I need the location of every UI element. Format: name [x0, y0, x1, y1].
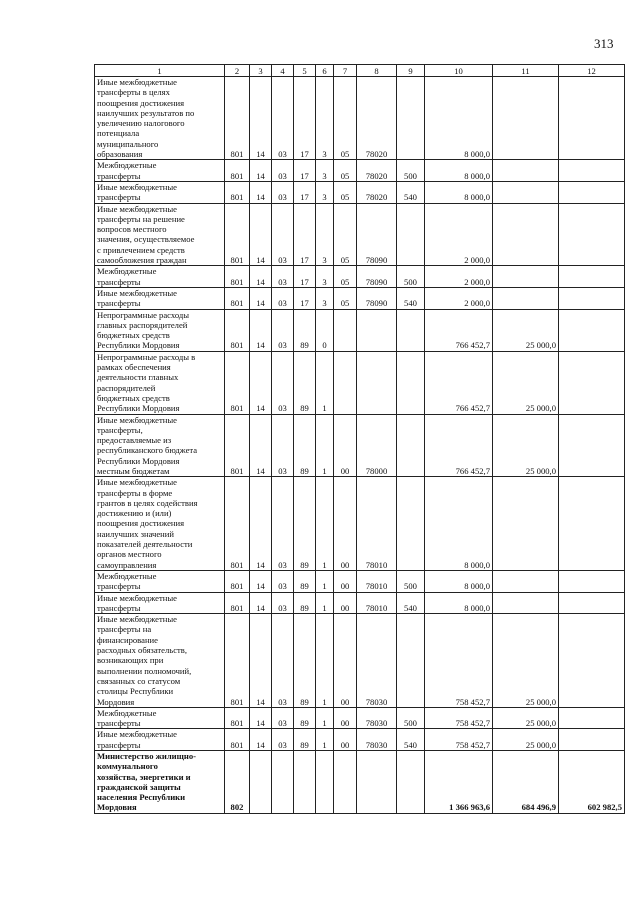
subprogram-cell: 1 [316, 707, 334, 729]
name-cell: Межбюджетные трансферты [95, 266, 225, 288]
amount-col11-cell [493, 203, 559, 266]
amount-col12-cell [559, 707, 625, 729]
direction-cell: 78030 [357, 614, 397, 708]
section-cell: 14 [250, 592, 272, 614]
subsection-cell: 03 [272, 287, 294, 309]
direction-cell: 78020 [357, 77, 397, 160]
section-cell: 14 [250, 266, 272, 288]
amount-col11-cell [493, 477, 559, 571]
subprogram-cell: 0 [316, 309, 334, 351]
program-cell: 17 [294, 160, 316, 182]
event-cell: 05 [334, 77, 357, 160]
expense-type-cell [397, 414, 425, 477]
expense-type-cell: 500 [397, 160, 425, 182]
subprogram-cell: 1 [316, 570, 334, 592]
amount-col12-cell [559, 203, 625, 266]
name-cell: Непрограммные расходы в рамках обеспечения деятельности главных распорядителей бюджетных средств Республики Мордовия [95, 351, 225, 414]
section-cell: 14 [250, 203, 272, 266]
amount-col11-cell [493, 77, 559, 160]
direction-cell: 78090 [357, 203, 397, 266]
amount-col11-cell [493, 570, 559, 592]
amount-col12-cell [559, 729, 625, 751]
amount-col12-cell [559, 570, 625, 592]
header-cell: 10 [425, 65, 493, 77]
header-row [95, 65, 625, 77]
ministry-code-cell: 801 [225, 707, 250, 729]
direction-cell: 78000 [357, 414, 397, 477]
name-cell: Иные межбюджетные трансферты, предоставляемые из республиканского бюджета Республики Мордовия местным бюджетам [95, 414, 225, 477]
amount-col12-cell [559, 266, 625, 288]
amount-col11-cell [493, 160, 559, 182]
table-row [95, 729, 625, 751]
table-row [95, 160, 625, 182]
expense-type-cell [397, 751, 425, 814]
subprogram-cell: 1 [316, 351, 334, 414]
name-cell: Межбюджетные трансферты [95, 570, 225, 592]
name-cell: Иные межбюджетные трансферты [95, 287, 225, 309]
amount-col10-cell: 8 000,0 [425, 570, 493, 592]
amount-col11-cell [493, 287, 559, 309]
ministry-code-cell: 801 [225, 729, 250, 751]
ministry-code-cell: 801 [225, 614, 250, 708]
name-cell: Иные межбюджетные трансферты на решение вопросов местного значения, осуществляемое с привлечением средств самообложения граждан [95, 203, 225, 266]
ministry-code-cell: 801 [225, 266, 250, 288]
amount-col10-cell: 758 452,7 [425, 614, 493, 708]
header-cell: 8 [357, 65, 397, 77]
amount-col10-cell: 766 452,7 [425, 309, 493, 351]
table-row [95, 351, 625, 414]
subprogram-cell: 3 [316, 181, 334, 203]
table-row [95, 592, 625, 614]
subsection-cell: 03 [272, 614, 294, 708]
event-cell: 00 [334, 729, 357, 751]
table-row [95, 414, 625, 477]
program-cell: 89 [294, 592, 316, 614]
direction-cell: 78010 [357, 592, 397, 614]
section-cell: 14 [250, 309, 272, 351]
event-cell: 05 [334, 287, 357, 309]
header-cell: 7 [334, 65, 357, 77]
amount-col12-cell [559, 287, 625, 309]
subsection-cell: 03 [272, 160, 294, 182]
table-row [95, 707, 625, 729]
header-cell: 5 [294, 65, 316, 77]
amount-col12-cell [559, 77, 625, 160]
subsection-cell: 03 [272, 570, 294, 592]
direction-cell [357, 751, 397, 814]
direction-cell: 78020 [357, 160, 397, 182]
header-cell: 4 [272, 65, 294, 77]
subsection-cell: 03 [272, 414, 294, 477]
amount-col12-cell [559, 614, 625, 708]
subsection-cell: 03 [272, 309, 294, 351]
event-cell: 00 [334, 570, 357, 592]
table-row [95, 266, 625, 288]
program-cell: 89 [294, 414, 316, 477]
ministry-code-cell: 802 [225, 751, 250, 814]
expense-type-cell [397, 477, 425, 571]
program-cell: 89 [294, 570, 316, 592]
ministry-code-cell: 801 [225, 181, 250, 203]
table-row [95, 477, 625, 571]
program-cell: 17 [294, 203, 316, 266]
expense-type-cell: 500 [397, 707, 425, 729]
amount-col12-cell [559, 309, 625, 351]
amount-col11-cell: 25 000,0 [493, 707, 559, 729]
amount-col11-cell [493, 592, 559, 614]
subsection-cell [272, 751, 294, 814]
amount-col12-cell [559, 351, 625, 414]
direction-cell: 78090 [357, 266, 397, 288]
subprogram-cell: 1 [316, 414, 334, 477]
name-cell: Межбюджетные трансферты [95, 707, 225, 729]
amount-col11-cell: 25 000,0 [493, 309, 559, 351]
event-cell: 00 [334, 707, 357, 729]
subprogram-cell: 1 [316, 477, 334, 571]
amount-col10-cell: 758 452,7 [425, 729, 493, 751]
program-cell: 17 [294, 77, 316, 160]
section-cell: 14 [250, 707, 272, 729]
subsection-cell: 03 [272, 477, 294, 571]
subsection-cell: 03 [272, 266, 294, 288]
event-cell: 00 [334, 614, 357, 708]
header-cell: 12 [559, 65, 625, 77]
section-cell: 14 [250, 414, 272, 477]
table-row [95, 570, 625, 592]
expense-type-cell: 540 [397, 287, 425, 309]
subprogram-cell: 3 [316, 287, 334, 309]
program-cell: 89 [294, 614, 316, 708]
ministry-code-cell: 801 [225, 592, 250, 614]
expense-type-cell [397, 203, 425, 266]
subprogram-cell: 1 [316, 592, 334, 614]
amount-col10-cell: 2 000,0 [425, 287, 493, 309]
amount-col10-cell: 8 000,0 [425, 592, 493, 614]
amount-col10-cell: 2 000,0 [425, 266, 493, 288]
amount-col12-cell [559, 477, 625, 571]
event-cell: 05 [334, 203, 357, 266]
name-cell: Иные межбюджетные трансферты на финансирование расходных обязательств, возникающих при выполнении полномочий, связанных со статусом столицы Республики Мордовия [95, 614, 225, 708]
table-body [95, 77, 625, 814]
section-cell: 14 [250, 570, 272, 592]
program-cell: 89 [294, 351, 316, 414]
expense-type-cell: 500 [397, 266, 425, 288]
section-cell: 14 [250, 181, 272, 203]
ministry-code-cell: 801 [225, 287, 250, 309]
event-cell [334, 309, 357, 351]
ministry-code-cell: 801 [225, 570, 250, 592]
subsection-cell: 03 [272, 592, 294, 614]
amount-col11-cell [493, 181, 559, 203]
subprogram-cell: 3 [316, 160, 334, 182]
amount-col12-cell [559, 592, 625, 614]
event-cell [334, 351, 357, 414]
section-cell: 14 [250, 287, 272, 309]
section-cell: 14 [250, 77, 272, 160]
name-cell: Министерство жилищно- коммунального хозяйства, энергетики и гражданской защиты населения Республики Мордовия [95, 751, 225, 814]
section-cell: 14 [250, 729, 272, 751]
event-cell: 05 [334, 266, 357, 288]
section-cell [250, 751, 272, 814]
header-cell: 1 [95, 65, 225, 77]
event-cell [334, 751, 357, 814]
program-cell: 89 [294, 707, 316, 729]
subsection-cell: 03 [272, 77, 294, 160]
table-row [95, 751, 625, 814]
subsection-cell: 03 [272, 181, 294, 203]
amount-col10-cell: 758 452,7 [425, 707, 493, 729]
amount-col11-cell: 25 000,0 [493, 729, 559, 751]
ministry-code-cell: 801 [225, 414, 250, 477]
header-cell: 11 [493, 65, 559, 77]
subprogram-cell: 3 [316, 77, 334, 160]
amount-col10-cell: 766 452,7 [425, 351, 493, 414]
amount-col10-cell: 8 000,0 [425, 160, 493, 182]
expense-type-cell: 540 [397, 729, 425, 751]
section-cell: 14 [250, 477, 272, 571]
program-cell: 17 [294, 287, 316, 309]
table-row [95, 181, 625, 203]
amount-col10-cell: 8 000,0 [425, 77, 493, 160]
amount-col11-cell: 25 000,0 [493, 351, 559, 414]
subprogram-cell [316, 751, 334, 814]
amount-col11-cell: 25 000,0 [493, 614, 559, 708]
amount-col10-cell: 766 452,7 [425, 414, 493, 477]
direction-cell [357, 309, 397, 351]
direction-cell: 78030 [357, 707, 397, 729]
header-cell: 6 [316, 65, 334, 77]
program-cell: 89 [294, 477, 316, 571]
ministry-code-cell: 801 [225, 477, 250, 571]
expense-type-cell: 540 [397, 592, 425, 614]
section-cell: 14 [250, 160, 272, 182]
expense-type-cell [397, 77, 425, 160]
name-cell: Иные межбюджетные трансферты в целях поощрения достижения наилучших результатов по увеличению налогового потенциала муниципального образования [95, 77, 225, 160]
event-cell: 00 [334, 477, 357, 571]
name-cell: Иные межбюджетные трансферты [95, 181, 225, 203]
direction-cell: 78020 [357, 181, 397, 203]
amount-col10-cell: 8 000,0 [425, 477, 493, 571]
table-row [95, 614, 625, 708]
name-cell: Непрограммные расходы главных распорядителей бюджетных средств Республики Мордовия [95, 309, 225, 351]
event-cell: 00 [334, 414, 357, 477]
amount-col12-cell: 602 982,5 [559, 751, 625, 814]
program-cell: 17 [294, 181, 316, 203]
header-cell: 3 [250, 65, 272, 77]
header-cell: 9 [397, 65, 425, 77]
table-row [95, 287, 625, 309]
expense-type-cell: 540 [397, 181, 425, 203]
amount-col10-cell: 1 366 963,6 [425, 751, 493, 814]
ministry-code-cell: 801 [225, 309, 250, 351]
direction-cell: 78010 [357, 477, 397, 571]
table-row [95, 77, 625, 160]
name-cell: Межбюджетные трансферты [95, 160, 225, 182]
ministry-code-cell: 801 [225, 77, 250, 160]
amount-col11-cell: 684 496,9 [493, 751, 559, 814]
program-cell: 17 [294, 266, 316, 288]
direction-cell: 78030 [357, 729, 397, 751]
direction-cell: 78010 [357, 570, 397, 592]
program-cell: 89 [294, 309, 316, 351]
name-cell: Иные межбюджетные трансферты [95, 729, 225, 751]
program-cell: 89 [294, 729, 316, 751]
table-row [95, 203, 625, 266]
expense-type-cell [397, 614, 425, 708]
event-cell: 05 [334, 160, 357, 182]
event-cell: 00 [334, 592, 357, 614]
direction-cell [357, 351, 397, 414]
page-number: 313 [594, 36, 614, 51]
program-cell [294, 751, 316, 814]
header-cell: 2 [225, 65, 250, 77]
subsection-cell: 03 [272, 351, 294, 414]
amount-col12-cell [559, 181, 625, 203]
subsection-cell: 03 [272, 729, 294, 751]
subsection-cell: 03 [272, 707, 294, 729]
table-row [95, 309, 625, 351]
section-cell: 14 [250, 614, 272, 708]
name-cell: Иные межбюджетные трансферты [95, 592, 225, 614]
subsection-cell: 03 [272, 203, 294, 266]
amount-col11-cell [493, 266, 559, 288]
ministry-code-cell: 801 [225, 160, 250, 182]
subprogram-cell: 1 [316, 729, 334, 751]
amount-col12-cell [559, 414, 625, 477]
expense-type-cell [397, 351, 425, 414]
subprogram-cell: 1 [316, 614, 334, 708]
section-cell: 14 [250, 351, 272, 414]
expense-type-cell: 500 [397, 570, 425, 592]
subprogram-cell: 3 [316, 266, 334, 288]
direction-cell: 78090 [357, 287, 397, 309]
amount-col12-cell [559, 160, 625, 182]
subprogram-cell: 3 [316, 203, 334, 266]
ministry-code-cell: 801 [225, 351, 250, 414]
amount-col11-cell: 25 000,0 [493, 414, 559, 477]
ministry-code-cell: 801 [225, 203, 250, 266]
name-cell: Иные межбюджетные трансферты в форме грантов в целях содействия достижению и (или) поощрения достижения наилучших значений показателей деятельности органов местного самоуправления [95, 477, 225, 571]
budget-table [94, 64, 625, 814]
event-cell: 05 [334, 181, 357, 203]
amount-col10-cell: 8 000,0 [425, 181, 493, 203]
amount-col10-cell: 2 000,0 [425, 203, 493, 266]
expense-type-cell [397, 309, 425, 351]
